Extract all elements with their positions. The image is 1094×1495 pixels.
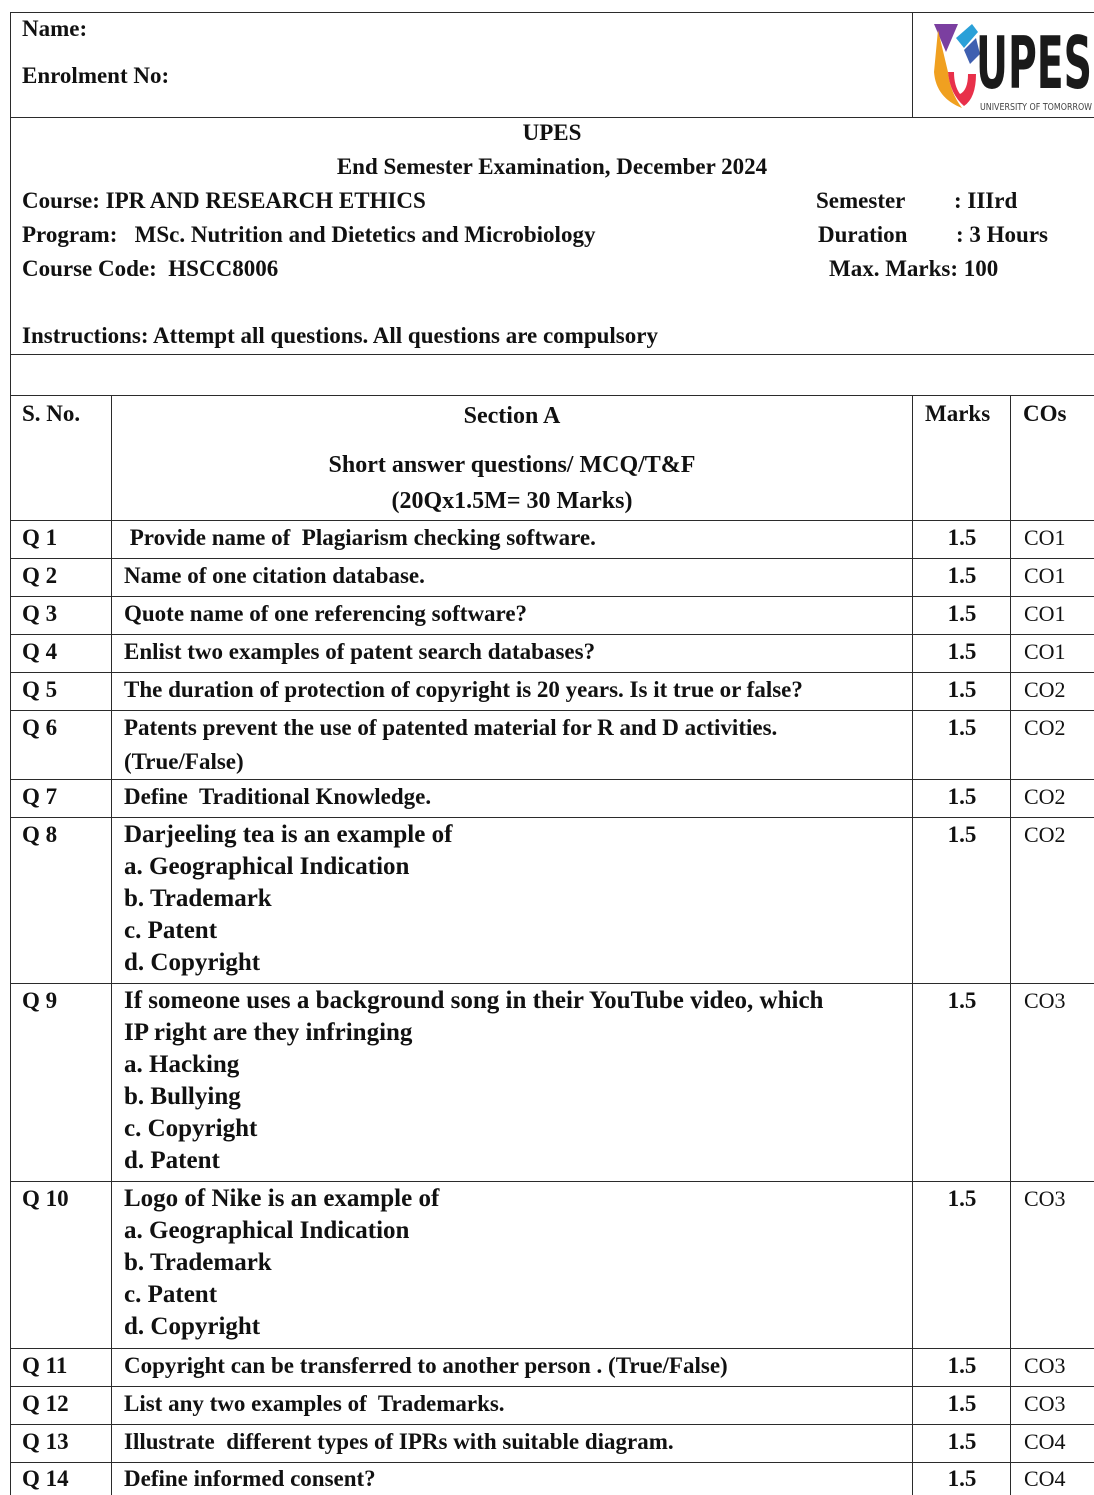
row-divider	[10, 634, 1094, 635]
question-text: Name of one citation database.	[124, 563, 425, 588]
question-marks: 1.5	[947, 1429, 977, 1454]
question-marks: 1.5	[947, 784, 977, 809]
question-number: Q 5	[22, 677, 58, 702]
border-header-bottom	[10, 117, 1094, 118]
option-d: d. Copyright	[124, 949, 261, 976]
enrolment-label: Enrolment No:	[22, 63, 170, 88]
question-text: Enlist two examples of patent search databases?	[124, 639, 596, 664]
exam-title: End Semester Examination, December 2024	[336, 154, 768, 179]
question-number: Q 4	[22, 639, 58, 664]
question-text: If someone uses a background song in their YouTube video, which	[124, 987, 824, 1014]
option-c: c. Patent	[124, 917, 218, 944]
question-marks: 1.5	[947, 1353, 977, 1378]
question-co: CO1	[1024, 525, 1066, 550]
name-label: Name:	[22, 16, 88, 41]
option-a: a. Hacking	[124, 1051, 240, 1078]
course-code: Course Code: HSCC8006	[22, 256, 279, 281]
question-number: Q 8	[22, 822, 58, 847]
question-co: CO1	[1024, 601, 1066, 626]
row-divider	[10, 1181, 1094, 1182]
question-marks: 1.5	[947, 822, 977, 847]
question-number: Q 9	[22, 988, 58, 1013]
col-line-sno	[111, 395, 112, 1495]
question-text: Define informed consent?	[124, 1466, 376, 1491]
row-divider	[10, 596, 1094, 597]
option-b: b. Bullying	[124, 1083, 241, 1110]
logo-wordmark: UPES	[976, 21, 1092, 105]
row-divider	[10, 1424, 1094, 1425]
question-co: CO3	[1024, 1186, 1066, 1211]
border-instructions	[10, 354, 1094, 355]
option-a: a. Geographical Indication	[124, 853, 410, 880]
question-text: Quote name of one referencing software?	[124, 601, 528, 626]
question-co: CO1	[1024, 563, 1066, 588]
question-co: CO4	[1024, 1466, 1066, 1491]
question-text: Copyright can be transferred to another person . (True/False)	[124, 1353, 728, 1378]
option-b: b. Trademark	[124, 885, 272, 912]
question-block	[124, 1183, 904, 1343]
duration-label: Duration	[818, 222, 908, 247]
row-divider	[10, 1386, 1094, 1387]
question-marks: 1.5	[947, 677, 977, 702]
question-co: CO2	[1024, 822, 1066, 847]
question-text: The duration of protection of copyright is 20 years. Is it true or false?	[124, 677, 803, 702]
semester-value: : IIIrd	[954, 188, 1018, 213]
instructions: Instructions: Attempt all questions. All questions are compulsory	[22, 323, 658, 348]
row-divider	[10, 817, 1094, 818]
question-text: Define Traditional Knowledge.	[124, 784, 432, 809]
col-line-marks	[912, 395, 913, 1495]
question-marks: 1.5	[947, 988, 977, 1013]
question-text: List any two examples of Trademarks.	[124, 1391, 505, 1416]
row-divider	[10, 779, 1094, 780]
question-number: Q 2	[22, 563, 58, 588]
col-line-cos	[1010, 395, 1011, 1495]
question-marks: 1.5	[947, 639, 977, 664]
question-number: Q 14	[22, 1466, 69, 1491]
question-number: Q 13	[22, 1429, 69, 1454]
question-text-line2: IP right are they infringing	[124, 1019, 413, 1046]
question-text-line2: (True/False)	[124, 749, 244, 774]
border-table-top	[10, 395, 1094, 396]
row-divider	[10, 520, 1094, 521]
course-name: Course: IPR AND RESEARCH ETHICS	[22, 188, 426, 213]
question-number: Q 10	[22, 1186, 69, 1211]
option-c: c. Copyright	[124, 1115, 258, 1142]
border-top	[10, 12, 1094, 13]
question-text: Provide name of Plagiarism checking software.	[124, 525, 596, 550]
option-a: a. Geographical Indication	[124, 1217, 410, 1244]
row-divider	[10, 672, 1094, 673]
question-block	[124, 985, 904, 1177]
max-marks: Max. Marks: 100	[829, 256, 999, 281]
question-marks: 1.5	[947, 601, 977, 626]
question-text: Darjeeling tea is an example of	[124, 821, 453, 848]
row-divider	[10, 983, 1094, 984]
question-number: Q 12	[22, 1391, 69, 1416]
program-name: Program: MSc. Nutrition and Dietetics and Microbiology	[22, 222, 596, 247]
col-header-cos: COs	[1023, 401, 1067, 426]
question-marks: 1.5	[947, 1391, 977, 1416]
semester-label: Semester	[816, 188, 906, 213]
question-marks: 1.5	[947, 525, 977, 550]
row-divider	[10, 710, 1094, 711]
row-divider	[10, 558, 1094, 559]
section-subtitle: Short answer questions/ MCQ/T&F	[328, 452, 696, 478]
question-number: Q 1	[22, 525, 58, 550]
option-d: d. Copyright	[124, 1313, 261, 1340]
col-header-sno: S. No.	[22, 401, 81, 426]
question-marks: 1.5	[947, 1466, 977, 1491]
option-b: b. Trademark	[124, 1249, 272, 1276]
question-co: CO4	[1024, 1429, 1066, 1454]
question-number: Q 3	[22, 601, 58, 626]
question-co: CO3	[1024, 1353, 1066, 1378]
section-title: Section A	[463, 403, 561, 429]
border-logo-divider	[912, 12, 913, 117]
border-left	[10, 12, 11, 1495]
university-name: UPES	[522, 120, 582, 145]
option-d: d. Patent	[124, 1147, 220, 1174]
question-co: CO3	[1024, 1391, 1066, 1416]
question-marks: 1.5	[947, 563, 977, 588]
col-header-marks: Marks	[925, 401, 991, 426]
question-text: Logo of Nike is an example of	[124, 1185, 440, 1212]
question-co: CO2	[1024, 784, 1066, 809]
question-co: CO1	[1024, 639, 1066, 664]
question-number: Q 11	[22, 1353, 68, 1378]
question-co: CO2	[1024, 715, 1066, 740]
question-marks: 1.5	[947, 1186, 977, 1211]
question-co: CO2	[1024, 677, 1066, 702]
question-co: CO3	[1024, 988, 1066, 1013]
row-divider	[10, 1348, 1094, 1349]
question-text: Illustrate different types of IPRs with suitable diagram.	[124, 1429, 674, 1454]
question-number: Q 7	[22, 784, 58, 809]
duration-value: : 3 Hours	[956, 222, 1048, 247]
option-c: c. Patent	[124, 1281, 218, 1308]
question-number: Q 6	[22, 715, 58, 740]
question-marks: 1.5	[947, 715, 977, 740]
question-text: Patents prevent the use of patented material for R and D activities.	[124, 715, 778, 740]
section-marks: (20Qx1.5M= 30 Marks)	[391, 488, 633, 514]
question-block	[124, 819, 904, 979]
upes-logo	[924, 14, 1094, 114]
logo-tagline: UNIVERSITY OF TOMORROW	[980, 102, 1093, 113]
